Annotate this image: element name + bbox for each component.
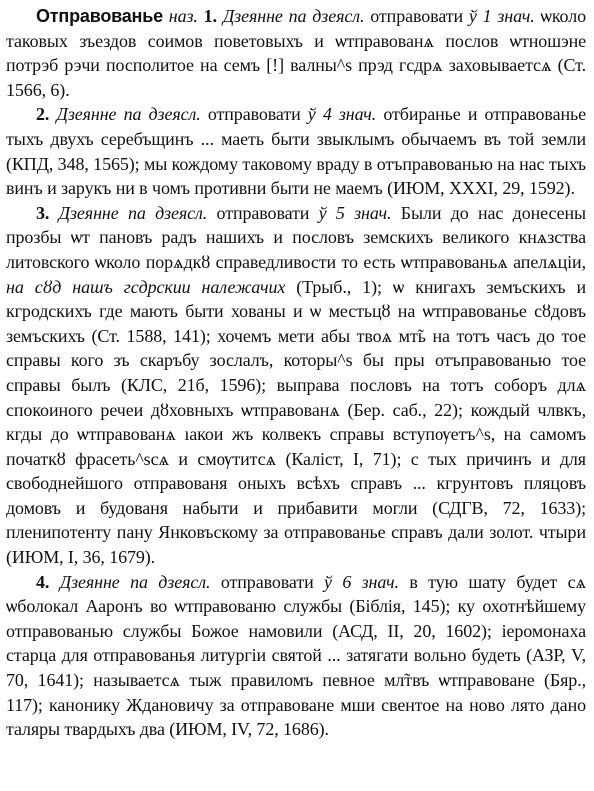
sense-quote: ѡколо таковых зъездов соимов поветовыхъ и ѡтправованѧ послов ѡтношэне потрэб рэчи посполитое на семъ [!] валны^s прэд гсдрѧ заховываетсѧ (Ст. 1566, 6). xyxy=(6,6,586,100)
sense-definition: Дзеянне па дзеясл. xyxy=(56,104,201,125)
sense-meaning: ў 6 знач. xyxy=(324,571,399,592)
entry-sense-1 xyxy=(6,4,586,102)
entry-sense-4 xyxy=(6,570,586,742)
sense-meaning: ў 5 знач. xyxy=(318,202,392,223)
sense-number: 3. xyxy=(36,202,50,223)
sense-number: 1. xyxy=(203,6,217,26)
sense-meaning: ў 4 знач. xyxy=(307,104,377,125)
sense-ref-verb: отправовати xyxy=(216,202,310,223)
sense-definition: Дзеянне па дзеясл. xyxy=(222,6,365,26)
sense-definition: Дзеянне па дзеясл. xyxy=(59,571,211,592)
headword: Отправованье xyxy=(36,6,163,26)
sense-ref-verb: отправовати xyxy=(207,104,301,125)
entry-sense-2 xyxy=(6,102,586,200)
sense-ref-verb: отправовати xyxy=(370,6,464,26)
sense-quote: в тую шату будет сѧ ѡболокал Ааронъ во ѡтправованю службы (Біблія, 145); ку охотнѣйшему отправованью службы Божое намовили (АСД, II, 20, 1602); іеромонаха старца для отправованья литургіи святой ... затягати вольно будеть (АЗР, V, 70, 1641); называетсѧ тыж правиломъ певное мл̃твъ ѡтправоване (Бяр., 117); канонику Ждановичу за отправоване мши свентое на ново лято дано таляры твардыхъ два (ИЮМ, IV, 72, 1686). xyxy=(6,571,586,740)
sense-quote-part-a: Были до нас донесены прозбы ѡт пановъ радъ нашихъ и пословъ земскихъ великого кнѧзства литовского ѡколо порѧдкȣ справедливости то есть ѡтправованьѧ апелѧціи, xyxy=(6,202,586,272)
sense-ref-verb: отправовати xyxy=(220,571,314,592)
sense-quote-italic: на сȣд нашъ гсдрскии належачих xyxy=(6,276,286,297)
sense-meaning: ў 1 знач. xyxy=(468,6,535,26)
sense-quote-part-b: (Трыб., 1); ѡ книгахъ земъскихъ и кгродскихъ где мають быти хованы и ѡ местьцȣ на ѡтправованье сȣдовъ земъскихъ (Ст. 1588, 141); хочемъ мети абы твоѧ мт̃ь на тотъ часъ до тое справы кого зъ скаръбу зослалъ, которы^s бы пры отъправованью тое справы былъ (КЛС, 21б, 1596); выправа пословъ на тотъ соборъ длѧ спокоиного речеи дȣховныхъ ѡтправованѧ (Бер. саб., 22); кождый члвкъ, кгды до ѡтправованѧ ıакои жъ колвекъ справы вступѹетъ^s, на самомъ початкȣ фрасеть^sсѧ и смѹтитсѧ (Каліст, I, 71); с тых причинъ и для свободнейшого отправованя оныхъ всѣхъ справъ ... кгрунтовъ пляцовъ домовъ и будованя набыти и прибавити могли (СДГВ, 72, 1633); пленипотенту пану Янковъскому за отправованье справъ дали золот. чтыри (ИЮМ, I, 36, 1679). xyxy=(6,276,586,568)
part-of-speech: наз. xyxy=(168,6,198,26)
sense-definition: Дзеянне па дзеясл. xyxy=(58,202,208,223)
entry-sense-3 xyxy=(6,201,586,570)
sense-quote: отбиранье и отправованье тыхъ двухъ серебъщинъ ... маеть быти звыклымъ обычаемъ въ той земли (КПД, 348, 1565); мы кождому таковому враду в отъправованью на нас тыхъ винъ и зарукъ ни в чомъ противни быти не маемъ (ИЮМ, XXXI, 29, 1592). xyxy=(6,104,587,199)
sense-number: 4. xyxy=(36,571,50,592)
sense-number: 2. xyxy=(36,104,50,125)
